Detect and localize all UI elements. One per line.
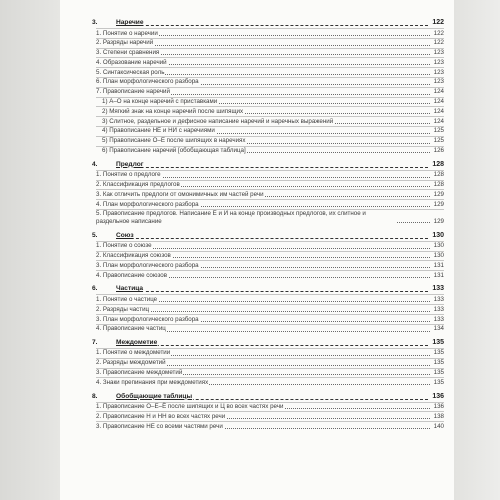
page-number: 140	[433, 422, 444, 430]
entry-title: 1. Понятие о междометии	[96, 349, 171, 357]
section-title: Предлог	[116, 160, 144, 168]
entry-title: 4. Образование наречий	[96, 58, 167, 66]
page-number: 138	[433, 412, 444, 420]
toc-entry[interactable]	[92, 252, 444, 260]
toc-entry[interactable]	[92, 242, 444, 250]
section-heading[interactable]	[92, 160, 444, 170]
toc-entry[interactable]	[92, 147, 444, 155]
entry-title: 2. Разряды частиц	[96, 305, 150, 313]
entry-title: 2. Разряды междометий	[96, 359, 166, 367]
entry-title: 3. План морфологического разбора	[96, 315, 199, 323]
toc-entry[interactable]	[92, 118, 444, 126]
toc-entry[interactable]	[92, 349, 444, 357]
section-heading[interactable]	[92, 231, 444, 241]
toc-entry[interactable]	[92, 69, 444, 77]
page-number: 123	[433, 58, 444, 66]
page-number: 123	[433, 78, 444, 86]
page-number: 130	[432, 231, 444, 239]
leader-line	[116, 238, 428, 239]
page-number: 135	[433, 359, 444, 367]
page-number: 128	[432, 160, 444, 168]
toc-entry[interactable]	[92, 78, 444, 86]
toc-entry[interactable]	[92, 59, 444, 67]
section-title: Междометие	[116, 338, 158, 346]
toc-entry[interactable]	[92, 210, 444, 226]
toc-entry[interactable]	[92, 137, 444, 145]
section-number: 3.	[92, 19, 98, 26]
leader-line	[116, 291, 428, 292]
entry-title: 4) Правописание НЕ и НИ с наречиями	[102, 127, 215, 135]
section-number: 4.	[92, 160, 98, 168]
leader-line	[116, 345, 428, 346]
toc-entry[interactable]	[92, 296, 444, 304]
entry-title: 4. Правописание союзов	[96, 271, 167, 279]
toc-entry[interactable]	[92, 403, 444, 411]
toc-entry[interactable]	[92, 306, 444, 314]
page-number: 126	[433, 147, 444, 155]
toc-entry[interactable]	[92, 88, 444, 96]
page-number: 131	[433, 271, 444, 279]
entry-title: 2. Классификация союзов	[96, 252, 171, 260]
section-title: Союз	[116, 231, 134, 239]
entry-title: 3. Как отличить предлоги от омонимичных им частей речи	[96, 190, 264, 198]
toc-entry[interactable]	[92, 108, 444, 116]
entry-title: 5) Правописание О–Е после шипящих в наречиях	[102, 137, 246, 145]
page-number: 122	[432, 19, 444, 26]
page-number: 133	[432, 285, 444, 293]
toc-entry[interactable]	[92, 127, 444, 135]
toc-entry[interactable]	[92, 316, 444, 324]
leader-line	[116, 167, 428, 168]
section-number: 7.	[92, 338, 98, 346]
toc-entry[interactable]	[92, 262, 444, 270]
page-number: 125	[433, 137, 444, 145]
section-number: 5.	[92, 231, 98, 239]
toc-entry[interactable]	[92, 413, 444, 421]
toc-entry[interactable]	[92, 98, 444, 106]
toc-entry[interactable]	[92, 171, 444, 179]
page-number: 130	[433, 252, 444, 260]
toc-section	[92, 338, 444, 387]
entry-title: 2. Правописание Н и НН во всех частях речи	[96, 412, 226, 420]
page-number: 125	[433, 127, 444, 135]
toc-section	[92, 392, 444, 431]
page-margin-right	[454, 0, 500, 500]
toc-entry[interactable]	[92, 423, 444, 431]
page-number: 135	[433, 369, 444, 377]
section-title: Обобщающие таблицы	[116, 392, 193, 400]
entry-title: 1. Правописание О–Е–Ё после шипящих и Ц во всех частях речи	[96, 403, 284, 411]
page-number: 124	[433, 107, 444, 115]
page-number: 128	[433, 181, 444, 189]
toc-entry[interactable]	[92, 30, 444, 38]
toc-section	[92, 231, 444, 280]
section-number: 8.	[92, 392, 98, 400]
entry-title: 4. Знаки препинания при междометиях	[96, 378, 209, 386]
toc-entry[interactable]	[92, 379, 444, 387]
page-number: 134	[433, 325, 444, 333]
entry-title: 7. Правописание наречий	[96, 88, 170, 96]
page-number: 124	[433, 98, 444, 106]
section-heading[interactable]	[92, 18, 444, 28]
page-number: 129	[433, 200, 444, 208]
toc-entry[interactable]	[92, 359, 444, 367]
entry-title: 1. Понятие о наречии	[96, 29, 158, 37]
toc-entry[interactable]	[92, 191, 444, 199]
entry-title: 4. План морфологического разбора	[96, 200, 199, 208]
page-number: 135	[433, 378, 444, 386]
toc-entry[interactable]	[92, 369, 444, 377]
page-number: 122	[433, 29, 444, 37]
toc-entry[interactable]	[92, 272, 444, 280]
toc-entry[interactable]	[92, 181, 444, 189]
page-number: 133	[433, 315, 444, 323]
section-heading[interactable]	[92, 284, 444, 294]
toc-section	[92, 18, 444, 155]
section-heading[interactable]	[92, 392, 444, 402]
toc-section	[92, 284, 444, 333]
entry-title: 6. План морфологического разбора	[96, 78, 199, 86]
entry-title: 1. Понятие о предлоге	[96, 171, 161, 179]
section-heading[interactable]	[92, 338, 444, 348]
toc-entry[interactable]	[92, 201, 444, 209]
entry-title: 2) Мягкий знак на конце наречий после шипящих	[102, 107, 244, 115]
page-number: 136	[433, 403, 444, 411]
page-number: 129	[433, 218, 444, 226]
page-number: 122	[433, 39, 444, 47]
toc-entry[interactable]	[92, 49, 444, 57]
page-number: 123	[433, 68, 444, 76]
entry-title: 5. Синтаксическая роль	[96, 68, 165, 76]
entry-title: 4. Правописание частиц	[96, 325, 166, 333]
leader-line	[116, 25, 428, 26]
section-title: Наречие	[116, 19, 144, 26]
table-of-contents	[92, 18, 444, 435]
toc-entry[interactable]	[92, 39, 444, 47]
toc-section	[92, 160, 444, 227]
entry-title: 1. Понятие о частице	[96, 295, 158, 303]
entry-title: 1) А–О на конце наречий с приставками	[102, 98, 218, 106]
toc-entry[interactable]	[92, 325, 444, 333]
entry-title: 3. План морфологического разбора	[96, 261, 199, 269]
page-number: 124	[433, 117, 444, 125]
page-number: 131	[433, 261, 444, 269]
page-number: 123	[433, 49, 444, 57]
page-gutter-shadow	[0, 0, 60, 500]
entry-title: 1. Понятие о союзе	[96, 242, 152, 250]
page-number: 130	[433, 242, 444, 250]
page-number: 135	[433, 349, 444, 357]
entry-title: 2. Разряды наречий	[96, 39, 154, 47]
page-number: 135	[432, 338, 444, 346]
page-number: 129	[433, 190, 444, 198]
entry-title: 3. Правописание междометий	[96, 369, 183, 377]
page-number: 128	[433, 171, 444, 179]
section-title: Частица	[116, 285, 144, 293]
entry-title: 5. Правописание предлогов. Написание Е и И на конце производных предлогов, их слитное и раздельное написание	[96, 210, 397, 225]
entry-title: 2. Классификация предлогов	[96, 181, 180, 189]
page-number: 136	[432, 392, 444, 400]
entry-title: 3. Степени сравнения	[96, 49, 160, 57]
entry-title: 3) Слитное, раздельное и дефисное написание наречий и наречных выражений	[102, 117, 334, 125]
section-number: 6.	[92, 285, 98, 293]
entry-title: 6) Правописание наречий [обобщающая таблица]	[102, 147, 246, 155]
book-page	[60, 0, 454, 500]
entry-title: 3. Правописание НЕ со всеми частями речи	[96, 422, 223, 430]
page-number: 133	[433, 305, 444, 313]
page-number: 133	[433, 295, 444, 303]
page-number: 124	[433, 88, 444, 96]
